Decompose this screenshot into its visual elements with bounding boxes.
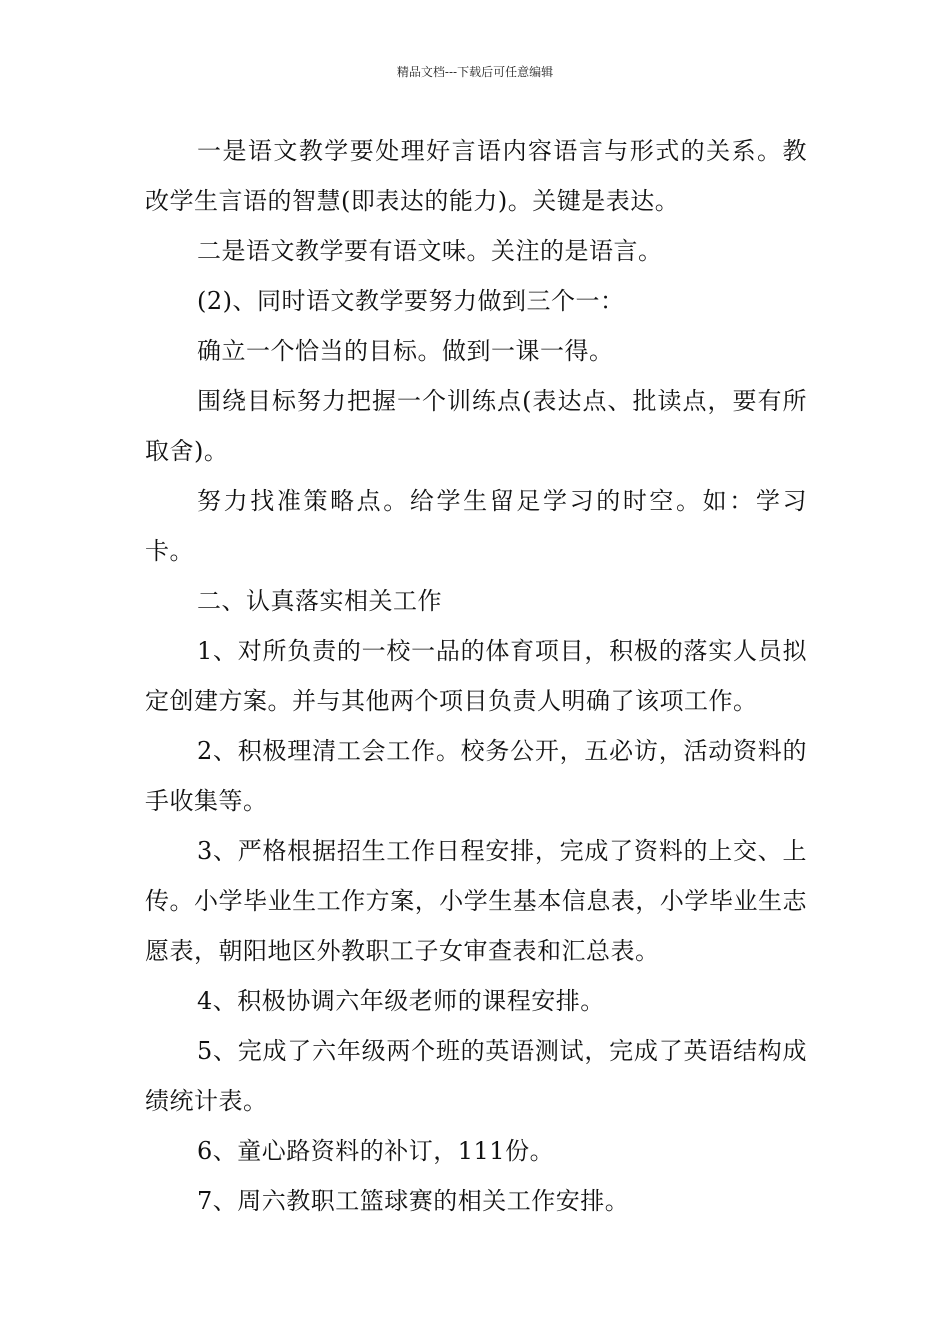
paragraph-1: 一是语文教学要处理好言语内容语言与形式的关系。教改学生言语的智慧(即表达的能力)。关键是表达。 — [145, 137, 807, 215]
page-header: 精品文档---下载后可任意编辑 — [396, 65, 554, 79]
list-item-5: 5、完成了六年级两个班的英语测试，完成了英语结构成绩统计表。 — [145, 1037, 807, 1115]
paragraph-6: 努力找准策略点。给学生留足学习的时空。如：学习卡。 — [145, 487, 807, 565]
list-item-2: 2、积极理清工会工作。校务公开，五必访，活动资料的手收集等。 — [145, 737, 807, 815]
paragraph-3: (2)、同时语文教学要努力做到三个一： — [197, 287, 625, 315]
list-item-4: 4、积极协调六年级老师的课程安排。 — [197, 987, 605, 1015]
section-heading: 二、认真落实相关工作 — [197, 587, 442, 615]
paragraph-4: 确立一个恰当的目标。做到一课一得。 — [197, 337, 614, 365]
list-item-7: 7、周六教职工篮球赛的相关工作安排。 — [197, 1187, 630, 1215]
list-item-3: 3、严格根据招生工作日程安排，完成了资料的上交、上传。小学毕业生工作方案，小学生基本信息表，小学毕业生志愿表，朝阳地区外教职工子女审查表和汇总表。 — [145, 837, 807, 965]
list-item-6: 6、童心路资料的补订，111份。 — [197, 1137, 555, 1165]
document-body — [145, 126, 807, 1226]
list-item-1: 1、对所负责的一校一品的体育项目，积极的落实人员拟定创建方案。并与其他两个项目负责人明确了该项工作。 — [145, 637, 807, 715]
paragraph-5: 围绕目标努力把握一个训练点(表达点、批读点，要有所取舍)。 — [145, 387, 807, 465]
paragraph-2: 二是语文教学要有语文味。关注的是语言。 — [197, 237, 663, 265]
